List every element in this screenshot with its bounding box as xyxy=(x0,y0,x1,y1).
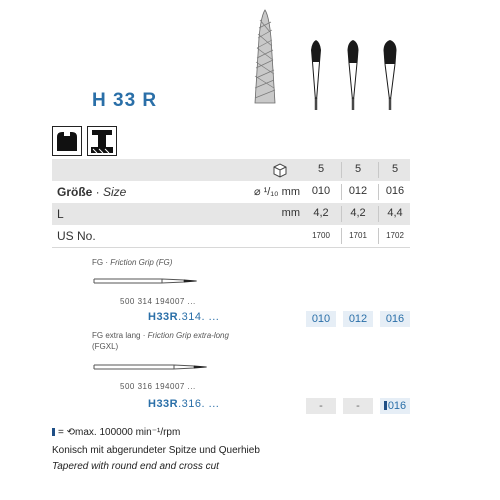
pack-icon xyxy=(272,162,288,178)
cut-pattern-icon xyxy=(87,126,117,156)
fgxl-code: 500 316 194007 ... xyxy=(120,382,196,391)
fgxl-order-012: - xyxy=(343,398,373,414)
fg-order-010[interactable]: 010 xyxy=(306,311,336,327)
usno-row xyxy=(52,225,410,248)
fg-label: FG · Friction Grip (FG) xyxy=(92,258,173,267)
length-unit: mm xyxy=(281,207,300,219)
fgxl-order-row xyxy=(52,398,410,416)
availability-marker-icon xyxy=(384,401,387,410)
bur-size-012-icon xyxy=(343,38,363,110)
fgxl-order-016[interactable]: 016 xyxy=(380,398,410,414)
usno-value-010: 1700 xyxy=(312,231,330,240)
fg-order-012[interactable]: 012 xyxy=(343,311,373,327)
fg-bur-illustration xyxy=(92,275,202,287)
size-row xyxy=(52,181,410,204)
length-value-016: 4,4 xyxy=(387,207,403,219)
pack-qty-010: 5 xyxy=(317,163,325,175)
pack-qty-012: 5 xyxy=(354,163,362,175)
fgxl-reference: H33R.316. ... xyxy=(148,398,220,410)
speed-info: = ⟲max. 100000 min⁻¹/rpm xyxy=(52,427,180,438)
length-value-010: 4,2 xyxy=(313,207,329,219)
pack-qty-016: 5 xyxy=(391,163,399,175)
description-de: Konisch mit abgerundeter Spitze und Querhieb xyxy=(52,445,260,456)
length-value-012: 4,2 xyxy=(350,207,366,219)
description-en: Tapered with round end and cross cut xyxy=(52,461,219,472)
bur-illustration xyxy=(245,8,285,108)
fg-code: 500 314 194007 ... xyxy=(120,297,196,306)
size-value-012: 012 xyxy=(348,185,368,197)
length-label: L xyxy=(57,207,64,221)
fg-order-016[interactable]: 016 xyxy=(380,311,410,327)
fgxl-label-line2: (FGXL) xyxy=(92,342,119,351)
size-value-016: 016 xyxy=(385,185,405,197)
fg-order-row xyxy=(52,311,410,329)
fg-reference: H33R.314. ... xyxy=(148,311,220,323)
pack-row xyxy=(52,159,410,181)
size-unit: ⌀ ¹/₁₀ mm xyxy=(253,186,300,198)
size-value-010: 010 xyxy=(311,185,331,197)
bur-size-010-icon xyxy=(306,38,326,110)
length-row xyxy=(52,203,410,225)
shank-icon xyxy=(52,126,82,156)
fgxl-bur-illustration xyxy=(92,361,212,373)
usno-value-016: 1702 xyxy=(386,231,404,240)
usno-label: US No. xyxy=(57,229,96,243)
availability-marker-icon xyxy=(52,428,55,436)
fgxl-label: FG extra lang · Friction Grip extra-long xyxy=(92,331,229,340)
usno-value-012: 1701 xyxy=(349,231,367,240)
bur-size-016-icon xyxy=(380,38,400,110)
size-label: Größe · Size xyxy=(57,185,127,199)
fgxl-order-010: - xyxy=(306,398,336,414)
product-title: H 33 R xyxy=(92,90,158,111)
